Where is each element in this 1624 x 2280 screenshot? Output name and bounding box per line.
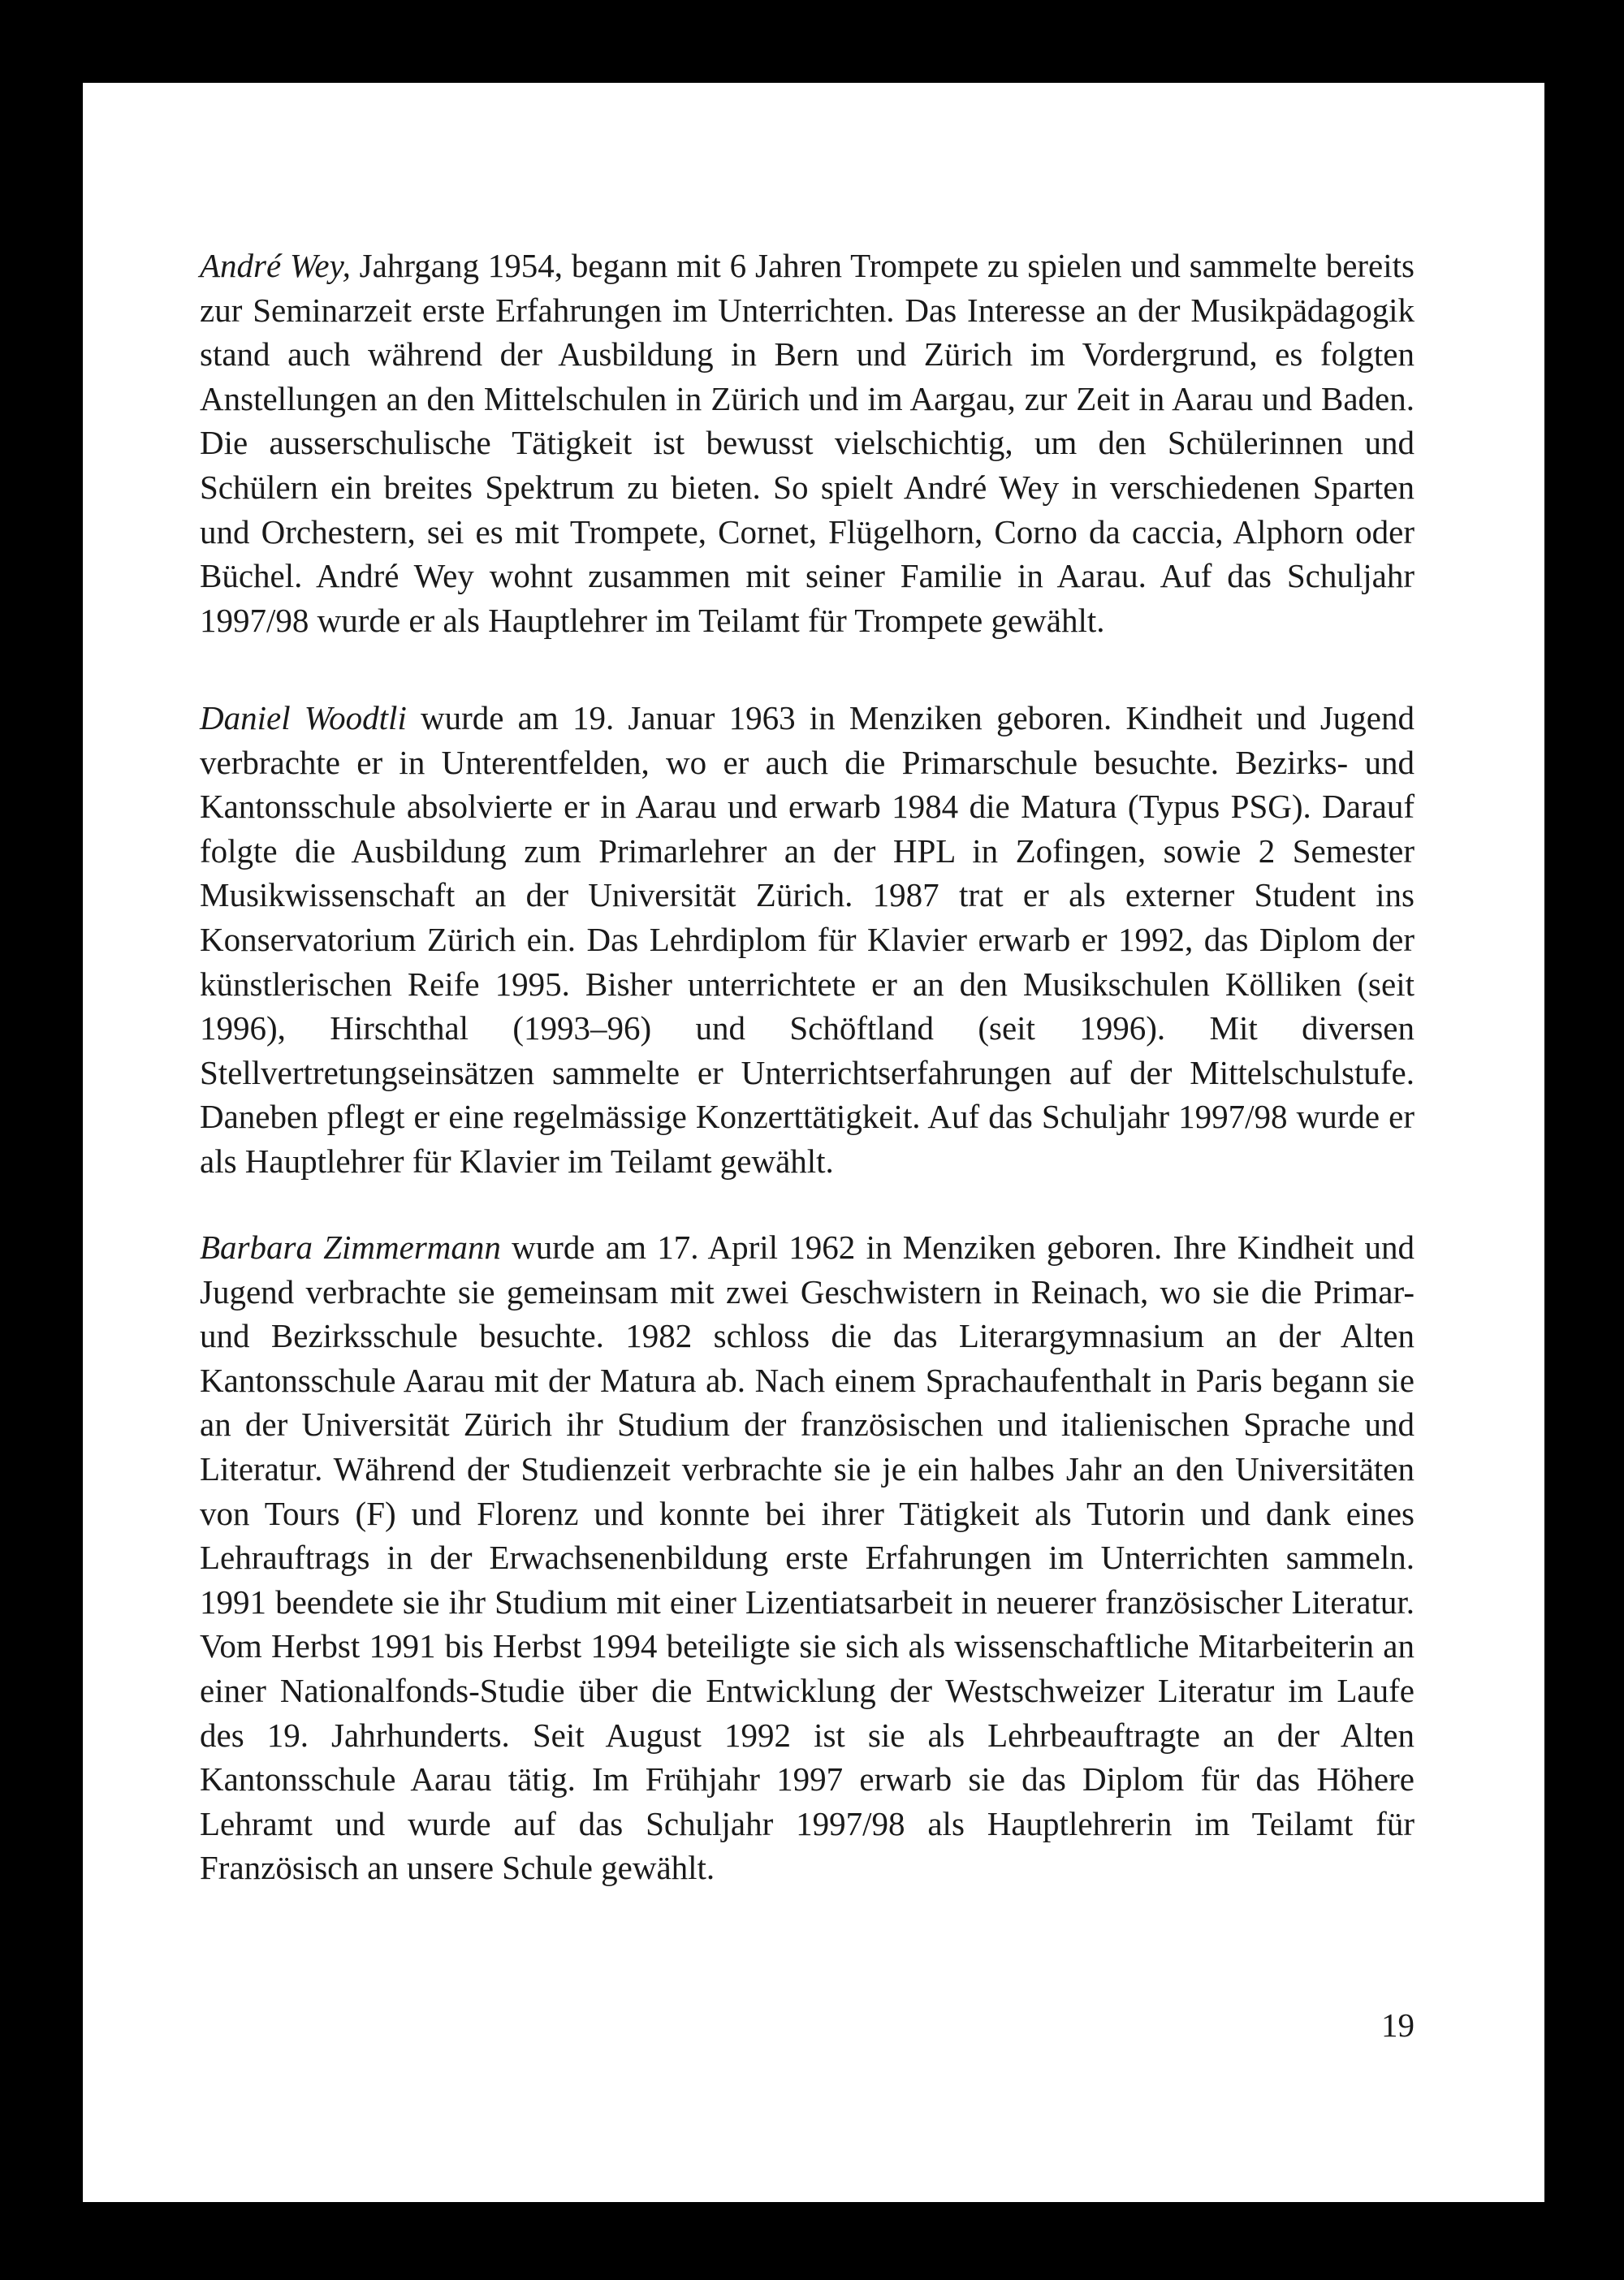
biography-daniel-woodtli — [200, 696, 1415, 1184]
biography-text: wurde am 19. Januar 1963 in Menziken geboren. Kindheit und Jugend verbrachte er in Unterentfelden, wo er auch die Primarschule besuchte. Bezirks- und Kantonsschule absolvierte er in Aarau und erwarb 1984 die Matura (Typus PSG). Darauf folgte die Ausbildung zum Primarlehrer an der HPL in Zofingen, sowie 2 Semester Musikwissenschaft an der Universität Zürich. 1987 trat er als externer Student ins Konservatorium Zürich ein. Das Lehrdiplom für Klavier erwarb er 1992, das Diplom der künstlerischen Reife 1995. Bisher unterrichtete er an den Musikschulen Kölliken (seit 1996), Hirschthal (1993–96) und Schöftland (seit 1996). Mit diversen Stellvertretungseinsätzen sammelte er Unterrichtserfahrungen auf der Mittelschulstufe. Daneben pflegt er eine regelmässige Konzerttätigkeit. Auf das Schuljahr 1997/98 wurde er als Hauptlehrer für Klavier im Teilamt gewählt. — [200, 699, 1415, 1180]
page-number: 19 — [1381, 2006, 1415, 2044]
biography-name: Barbara Zimmermann — [200, 1229, 501, 1266]
document-page — [83, 83, 1544, 2202]
biography-text: wurde am 17. April 1962 in Menziken geboren. Ihre Kindheit und Jugend verbrachte sie gemeinsam mit zwei Geschwistern in Reinach, wo sie die Primar- und Bezirksschule besuchte. 1982 schloss die das Literargymnasium an der Alten Kantonsschule Aarau mit der Matura ab. Nach einem Sprachaufenthalt in Paris begann sie an der Universität Zürich ihr Studium der französischen und italienischen Sprache und Literatur. Während der Studienzeit verbrachte sie je ein halbes Jahr an den Universitäten von Tours (F) und Florenz und konnte bei ihrer Tätigkeit als Tutorin und dank eines Lehrauftrags in der Erwachsenenbildung erste Erfahrungen im Unterrichten sammeln. 1991 beendete sie ihr Studium mit einer Lizentiatsarbeit in neuerer französischer Literatur. Vom Herbst 1991 bis Herbst 1994 beteiligte sie sich als wissenschaftliche Mitarbeiterin an einer Nationalfonds-Studie über die Entwicklung der Westschweizer Literatur im Laufe des 19. Jahrhunderts. Seit August 1992 ist sie als Lehrbeauftragte an der Alten Kantonsschule Aarau tätig. Im Frühjahr 1997 erwarb sie das Diplom für das Höhere Lehramt und wurde auf das Schuljahr 1997/98 als Hauptlehrerin im Teilamt für Französisch an unsere Schule gewählt. — [200, 1229, 1415, 1887]
biography-name: André Wey, — [200, 247, 351, 284]
biography-text: Jahrgang 1954, begann mit 6 Jahren Trompete zu spielen und sammelte bereits zur Seminarzeit erste Erfahrungen im Unterrichten. Das Interesse an der Musikpädagogik stand auch während der Ausbildung in Bern und Zürich im Vordergrund, es folgten Anstellungen an den Mittelschulen in Zürich und im Aargau, zur Zeit in Aarau und Baden. Die ausserschulische Tätigkeit ist bewusst vielschichtig, um den Schülerinnen und Schülern ein breites Spektrum zu bieten. So spielt André Wey in verschiedenen Sparten und Orchestern, sei es mit Trompete, Cornet, Flügelhorn, Corno da caccia, Alphorn oder Büchel. André Wey wohnt zusammen mit seiner Familie in Aarau. Auf das Schuljahr 1997/98 wurde er als Hauptlehrer im Teilamt für Trompete gewählt. — [200, 247, 1415, 639]
biography-barbara-zimmermann — [200, 1225, 1415, 1890]
biography-name: Daniel Woodtli — [200, 699, 407, 736]
biography-andre-wey — [200, 244, 1415, 642]
